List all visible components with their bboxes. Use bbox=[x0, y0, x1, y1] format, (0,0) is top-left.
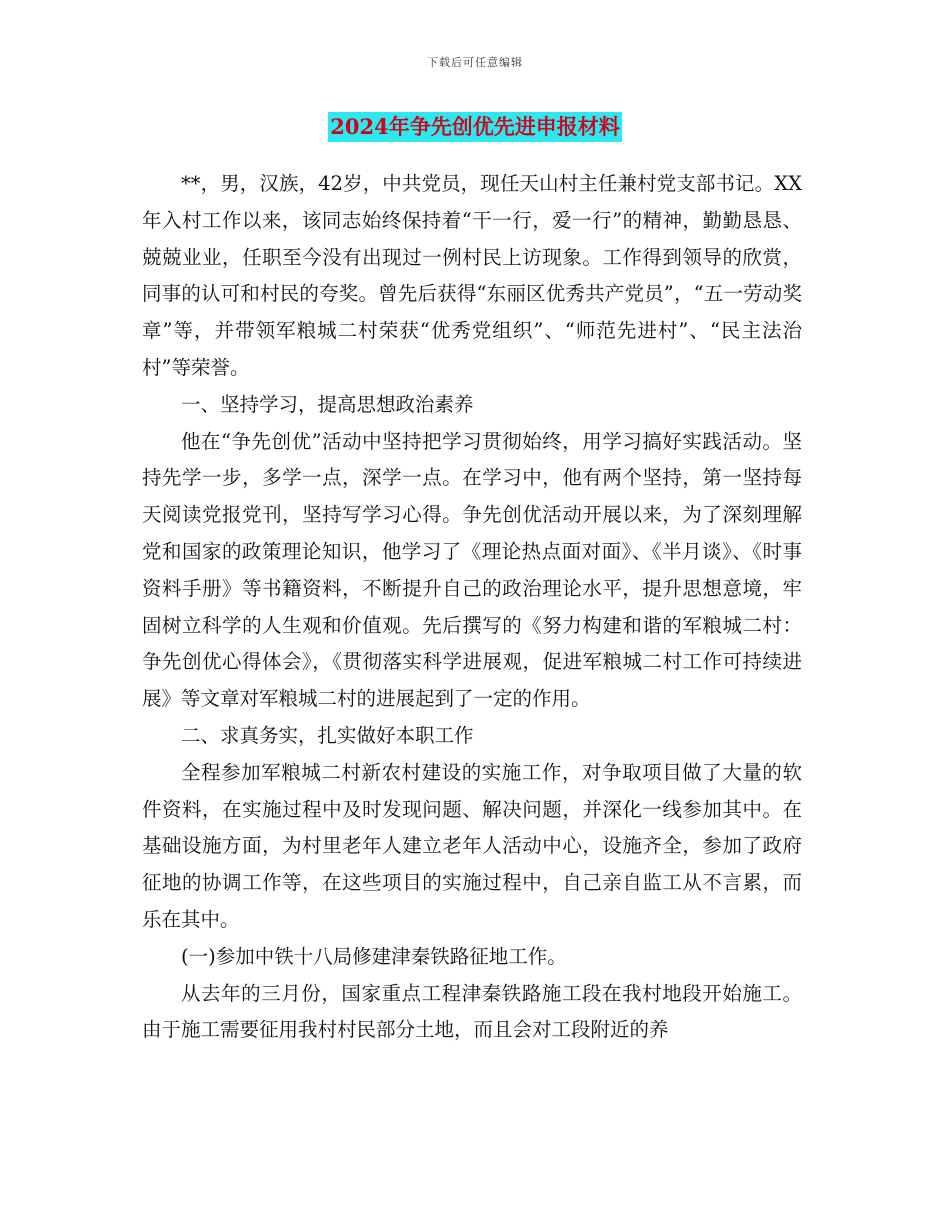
header-note: 下载后可任意编辑 bbox=[427, 56, 523, 69]
section-2-paragraph: 全程参加军粮城二村新农村建设的实施工作，对争取项目做了大量的软件资料，在实施过程中及时发现问题、解决问题，并深化一线参加其中。在基础设施方面，为村里老年人建立老年人活动中心，设施齐全，参加了政府征地的协调工作等，在这些项目的实施过程中，自己亲自监工从不言累，而乐在其中。 bbox=[142, 760, 802, 931]
subsection-1-paragraph: 从去年的三月份，国家重点工程津秦铁路施工段在我村地段开始施工。由于施工需要征用我村村民部分土地，而且会对工段附近的养 bbox=[142, 981, 802, 1042]
document-title: 2024年争先创优先进申报材料 bbox=[328, 112, 621, 142]
subsection-heading-1: (一)参加中铁十八局修建津秦铁路征地工作。 bbox=[181, 944, 567, 968]
title-wrap bbox=[0, 112, 950, 142]
intro-paragraph: **，男，汉族，42岁，中共党员，现任天山村主任兼村党支部书记。XX年入村工作以来，该同志始终保持着“干一行，爱一行”的精神，勤勤恳恳、兢兢业业，任职至今没有出现过一例村民上访现象。工作得到领导的欣赏，同事的认可和村民的夸奖。曾先后获得“东丽区优秀共产党员”，“五一劳动奖章”等，并带领军粮城二村荣获“优秀党组织”、“师范先进村”、“民主法治村”等荣誉。 bbox=[142, 172, 802, 379]
section-1-paragraph: 他在“争先创优”活动中坚持把学习贯彻始终，用学习搞好实践活动。坚持先学一步，多学一点，深学一点。在学习中，他有两个坚持，第一坚持每天阅读党报党刊，坚持写学习心得。争先创优活动开展以来，为了深刻理解党和国家的政策理论知识，他学习了《理论热点面对面》、《半月谈》、《时事资料手册》等书籍资料，不断提升自己的政治理论水平，提升思想意境，牢固树立科学的人生观和价值观。先后撰写的《努力构建和谐的军粮城二村：争先创优心得体会》，《贯彻落实科学进展观，促进军粮城二村工作可持续进展》等文章对军粮城二村的进展起到了一定的作用。 bbox=[142, 429, 802, 711]
section-heading-2: 二、求真务实，扎实做好本职工作 bbox=[181, 723, 474, 747]
section-heading-1: 一、坚持学习，提高思想政治素养 bbox=[181, 392, 474, 416]
document-body bbox=[142, 166, 802, 1049]
